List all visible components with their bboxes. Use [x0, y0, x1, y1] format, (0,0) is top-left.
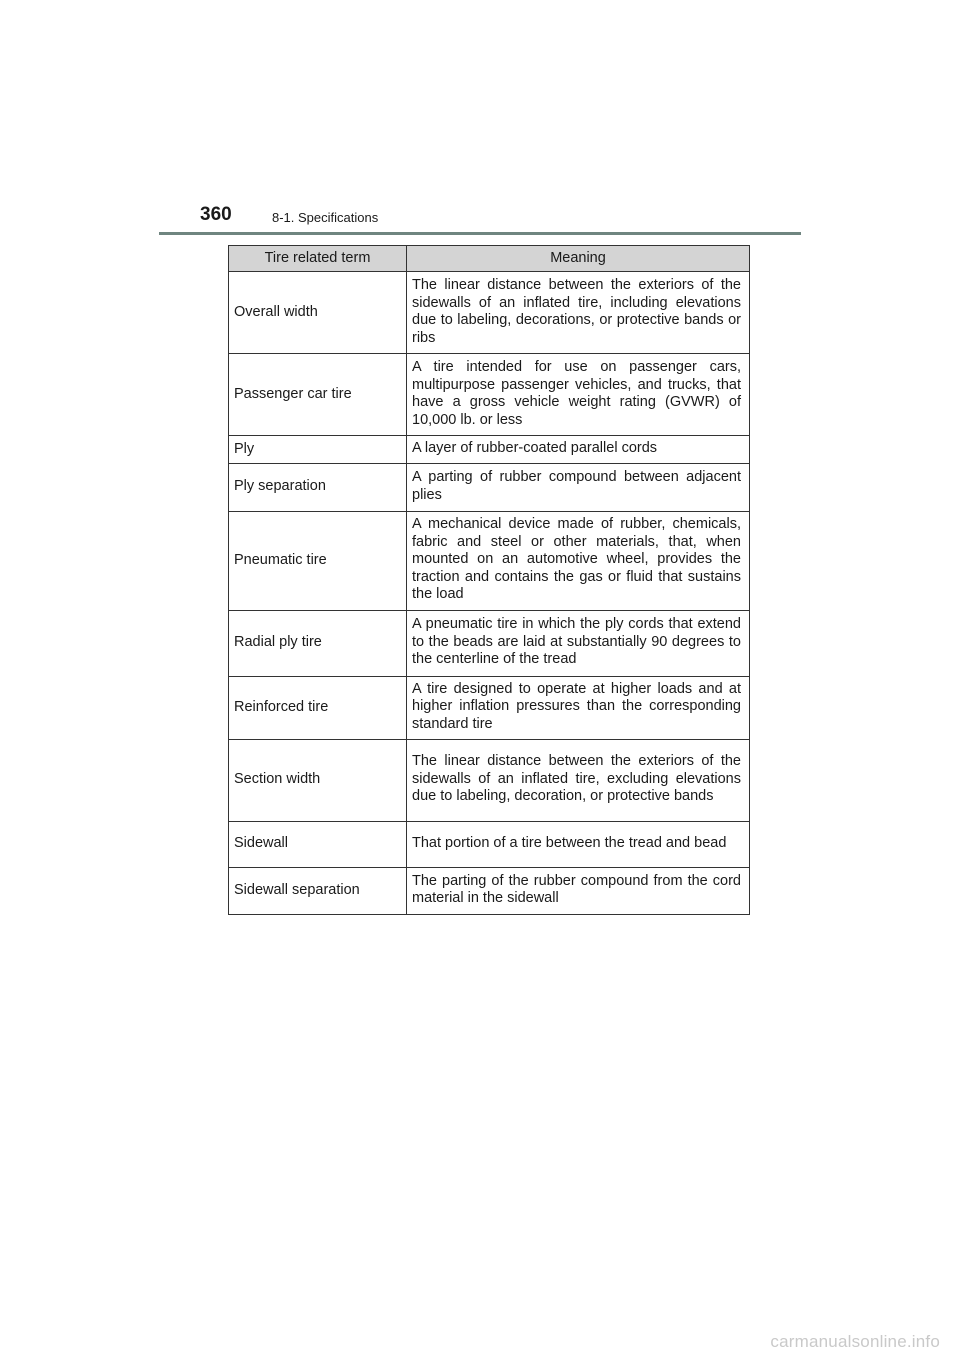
term-cell: Reinforced tire — [229, 676, 407, 739]
meaning-cell: The parting of the rubber compound from the cord material in the sidewall — [407, 867, 750, 914]
meaning-cell: A tire designed to operate at higher loads and at higher inflation pressures than the corresponding standard tire — [407, 676, 750, 739]
page-number: 360 — [200, 204, 232, 225]
meaning-cell: That portion of a tire between the tread and bead — [407, 821, 750, 867]
term-cell: Radial ply tire — [229, 610, 407, 676]
term-cell: Section width — [229, 739, 407, 821]
meaning-cell: A layer of rubber-coated parallel cords — [407, 436, 750, 464]
term-cell: Ply — [229, 436, 407, 464]
table-header-row — [229, 246, 750, 272]
tire-terms-table — [228, 245, 750, 915]
meaning-cell: A tire intended for use on passenger cars, multipurpose passenger vehicles, and trucks, that have a gross vehicle weight rating (GVWR) of 10,000 lb. or less — [407, 354, 750, 436]
term-cell: Pneumatic tire — [229, 511, 407, 610]
table-row — [229, 463, 750, 511]
table-row — [229, 511, 750, 610]
term-cell: Sidewall — [229, 821, 407, 867]
table-row — [229, 272, 750, 354]
meaning-cell: A pneumatic tire in which the ply cords that extend to the beads are laid at substantially 90 degrees to the centerline of the tread — [407, 610, 750, 676]
term-cell: Overall width — [229, 272, 407, 354]
column-header-meaning: Meaning — [407, 246, 750, 272]
table-row — [229, 676, 750, 739]
table-row — [229, 610, 750, 676]
header-divider — [159, 232, 801, 235]
table-row — [229, 821, 750, 867]
table-row — [229, 354, 750, 436]
meaning-cell: The linear distance between the exteriors of the sidewalls of an inflated tire, excluding elevations due to labeling, decoration, or protective bands — [407, 739, 750, 821]
term-cell: Ply separation — [229, 463, 407, 511]
table-row — [229, 739, 750, 821]
term-cell: Passenger car tire — [229, 354, 407, 436]
table-row — [229, 867, 750, 914]
meaning-cell: A parting of rubber compound between adjacent plies — [407, 463, 750, 511]
term-cell: Sidewall separation — [229, 867, 407, 914]
meaning-cell: The linear distance between the exteriors of the sidewalls of an inflated tire, including elevations due to labeling, decorations, or protective bands or ribs — [407, 272, 750, 354]
section-title: 8-1. Specifications — [272, 210, 379, 225]
column-header-term: Tire related term — [229, 246, 407, 272]
table-row — [229, 436, 750, 464]
meaning-cell: A mechanical device made of rubber, chemicals, fabric and steel or other materials, that, when mounted on an automotive wheel, provides the traction and contains the gas or fluid that sustains the load — [407, 511, 750, 610]
watermark-text: carmanualsonline.info — [770, 1332, 940, 1351]
